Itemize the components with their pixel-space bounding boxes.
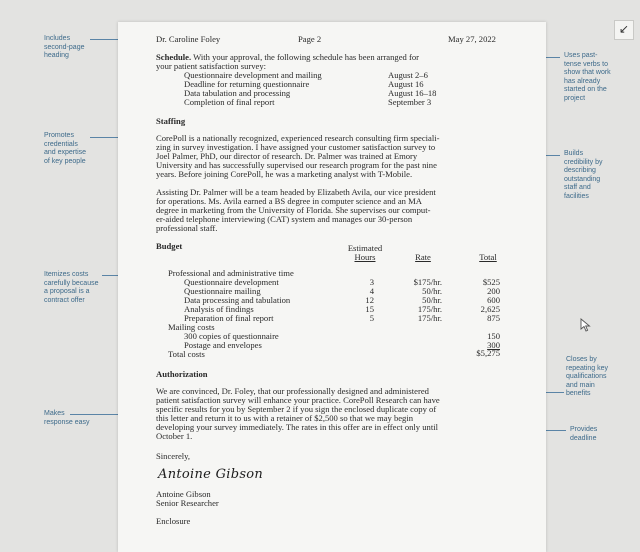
budget-col-hours-2: Hours — [354, 252, 376, 262]
annotation-line: benefits — [566, 390, 591, 398]
budget-item: Questionnaire mailing — [184, 286, 261, 296]
schedule-task: Questionnaire development and mailing — [184, 70, 322, 80]
budget-total: 150 — [487, 331, 500, 341]
staffing-line: Assisting Dr. Palmer will be a team headed by Elizabeth Avila, our vice president — [156, 187, 436, 197]
annotation-line: carefully because — [44, 279, 99, 287]
annotation-line: Closes by — [566, 356, 597, 363]
budget-rate: 50/hr. — [422, 286, 442, 296]
authorization-line: patient satisfaction survey will enhance your practice. CorePoll Research can have — [156, 395, 440, 405]
budget-total-value: $5,275 — [476, 348, 500, 358]
budget-total: 2,625 — [480, 304, 500, 314]
budget-rate: 50/hr. — [422, 295, 442, 305]
annotation-line: and expertise — [44, 149, 87, 157]
budget-item: Questionnaire development — [184, 277, 279, 287]
annotation-credibility — [564, 150, 632, 202]
schedule-date: August 16–18 — [388, 88, 437, 98]
annotation-line: Provides — [570, 426, 598, 433]
staffing-line: for operations. Ms. Avila earned a BS degree in computer science and an MA — [156, 196, 422, 206]
budget-item: Preparation of final report — [184, 313, 274, 323]
annotation-line: has already — [564, 77, 601, 85]
schedule-intro-1: With your approval, the following schedule has been arranged for — [193, 52, 419, 62]
budget-hours: 5 — [369, 313, 374, 323]
staffing-line: degree in marketing from the University of Florida. She supervises our comput- — [156, 205, 431, 215]
budget-hours: 4 — [369, 286, 374, 296]
schedule-date: August 2–6 — [388, 70, 428, 80]
annotation-line: staff and — [564, 184, 591, 192]
budget-total: 300 — [487, 340, 500, 350]
annotation-line: show that work — [564, 69, 611, 77]
schedule-date: September 3 — [388, 97, 432, 107]
budget-total: 875 — [487, 313, 500, 323]
annotation-past-tense — [564, 52, 632, 104]
annotation-line: response easy — [44, 418, 90, 426]
budget-total: 600 — [487, 295, 500, 305]
staffing-line: CorePoll is a nationally recognized, experienced research consulting firm speciali- — [156, 133, 440, 143]
annotation-itemizes-costs — [44, 271, 124, 305]
annotation-line: started on the — [564, 86, 607, 94]
budget-total-label: Total costs — [168, 349, 205, 359]
annotation-line: describing — [564, 167, 596, 175]
budget-rate: $175/hr. — [413, 277, 442, 287]
authorization-line: developing your survey immediately. The rates in this offer are in effect only until — [156, 422, 439, 432]
schedule-task: Deadline for returning questionnaire — [184, 79, 310, 89]
handwritten-signature: Antoine Gibson — [158, 467, 264, 482]
annotation-line: Promotes — [44, 132, 74, 139]
budget-hours: 3 — [369, 277, 374, 287]
annotation-line: Uses past- — [564, 52, 598, 59]
annotation-line: and main — [566, 381, 595, 389]
schedule-date: August 16 — [388, 79, 424, 89]
staffing-line: Joel Palmer, PhD, our director of research. Dr. Palmer was trained at Emory — [156, 151, 418, 161]
annotation-line: outstanding — [564, 175, 601, 183]
mouse-cursor-icon — [580, 318, 592, 332]
page-number: Page 2 — [298, 34, 322, 44]
authorization-line: this letter and return it to us with a retainer of $2,500 so that we may begin — [156, 413, 414, 423]
budget-col-rate: Rate — [415, 252, 431, 262]
annotation-line: Itemizes costs — [44, 271, 89, 278]
annotation-line: contract offer — [44, 296, 85, 304]
budget-total: 200 — [487, 286, 500, 296]
staffing-heading: Staffing — [156, 116, 186, 126]
annotation-line: Builds — [564, 150, 584, 157]
budget-heading: Budget — [156, 241, 183, 251]
annotation-closes — [566, 356, 632, 399]
staffing-line: zing in survey investigation. I have assigned your customer satisfaction survey to — [156, 142, 436, 152]
annotation-line: Makes — [44, 410, 65, 417]
annotation-line: of key people — [44, 157, 86, 165]
budget-item: Postage and envelopes — [184, 340, 262, 350]
annotation-line: qualifications — [566, 373, 607, 381]
letter-page — [118, 22, 546, 552]
recipient-name: Dr. Caroline Foley — [156, 34, 221, 44]
budget-rate: 175/hr. — [417, 313, 442, 323]
budget-total: $525 — [482, 277, 500, 287]
annotation-line: Includes — [44, 35, 71, 42]
annotation-line: facilities — [564, 192, 589, 200]
budget-item: 300 copies of questionnaire — [184, 331, 279, 341]
annotation-deadline — [570, 426, 630, 443]
budget-item: Analysis of findings — [184, 304, 254, 314]
annotation-response-easy — [44, 410, 124, 427]
budget-section-mailing: Mailing costs — [168, 322, 215, 332]
authorization-heading: Authorization — [156, 369, 208, 379]
schedule-heading: Schedule. — [156, 52, 192, 62]
annotation-line: tense verbs to — [564, 60, 608, 68]
authorization-line: We are convinced, Dr. Foley, that our professionally designed and administered — [156, 386, 429, 396]
budget-col-total: Total — [479, 252, 497, 262]
back-arrow-icon[interactable]: ↙ — [614, 20, 634, 40]
budget-section-professional: Professional and administrative time — [168, 268, 294, 278]
annotation-line: second-page — [44, 43, 85, 51]
annotation-line: heading — [44, 52, 69, 60]
budget-hours: 15 — [365, 304, 374, 314]
schedule-task: Completion of final report — [184, 97, 275, 107]
signer-name: Antoine Gibson — [156, 489, 211, 499]
annotation-line: deadline — [570, 434, 597, 442]
complimentary-close: Sincerely, — [156, 451, 191, 461]
authorization-line: October 1. — [156, 431, 193, 441]
schedule-intro-2: your patient satisfaction survey: — [156, 61, 267, 71]
budget-col-hours-1: Estimated — [347, 243, 383, 253]
staffing-line: years. Before joining CorePoll, he was a marketing analyst with T-Mobile. — [156, 169, 413, 179]
annotation-line: repeating key — [566, 364, 609, 372]
budget-rate: 175/hr. — [417, 304, 442, 314]
letter-date: May 27, 2022 — [448, 34, 496, 44]
annotation-line: credibility by — [564, 158, 603, 166]
enclosure-notation: Enclosure — [156, 516, 191, 526]
authorization-line: specific results for you by September 2 if you sign the enclosed duplicate copy of — [156, 404, 437, 414]
budget-hours: 12 — [365, 295, 374, 305]
annotation-line: credentials — [44, 140, 78, 148]
staffing-line: er-aided telephone interviewing (CAT) system and manages our 30-person — [156, 214, 413, 224]
budget-item: Data processing and tabulation — [184, 295, 291, 305]
annotation-line: project — [564, 94, 586, 102]
staffing-line: University and has successfully supervised our research program for the past nine — [156, 160, 437, 170]
annotation-line: a proposal is a — [44, 288, 90, 296]
staffing-line: professional staff. — [156, 223, 218, 233]
schedule-task: Data tabulation and processing — [184, 88, 291, 98]
signer-title: Senior Researcher — [156, 498, 219, 508]
